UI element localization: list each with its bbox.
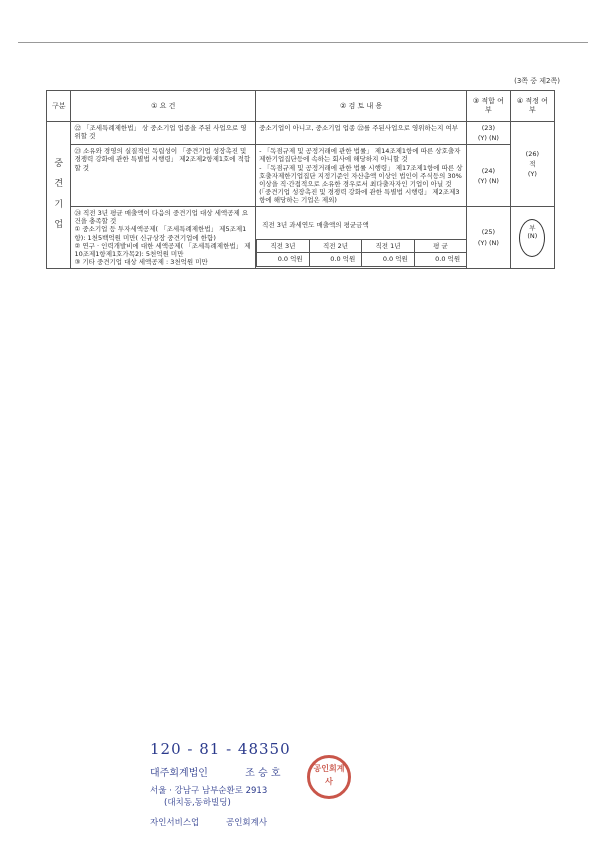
registration-number: 120 - 81 - 48350 [150,740,291,758]
requirement-line: ① 중소기업 등 투자세액공제( 「조세특례제한법」 제5조제1항): 1천5백억원 미만( 신규상장 중견기업에 한함) [74,225,247,242]
revenue-value: 0.0 억원 [414,253,466,266]
top-rule [18,42,588,43]
category-cell [47,122,71,269]
requirement-line: ㉔ 직전 3년 평균 매출액이 다음의 중견기업 대상 세액공제 요건을 충족할 것 [74,209,249,226]
header-requirement: ① 요 건 [71,91,256,122]
category-char: 중 [54,159,64,169]
revenue-value: 0.0 억원 [309,253,362,266]
requirement-line: ② 연구 · 인력개발비에 대한 세액공제( 「조세특례제한법」 제10조제1항제1호가목2): 5천억원 미만 [74,241,251,258]
ref-number: (25) [481,228,496,237]
business-type: 자인서비스업 [150,818,200,828]
business-line [150,816,370,828]
header-row [47,91,555,122]
revenue-value: 0.0 억원 [362,253,415,266]
category-char: 견 [54,179,64,190]
address-detail: (대치동,동하빌딩) [164,798,231,808]
review-text: 직전 3년 과세연도 매출액의 평균금액 [262,221,369,230]
revenue-header: 직전 1년 [362,240,415,253]
revenue-header-row [257,240,466,253]
fit-cell [467,207,511,269]
ref-number: (26) [525,149,539,158]
yn-choice: (Y) (N) [477,176,499,185]
ref-number: (24) [481,166,496,175]
revenue-header: 평 균 [414,240,466,253]
ref-number: (23) [481,124,496,132]
yn-choice: (Y) (N) [477,238,499,247]
review-item: - 「독점규제 및 공정거래에 관한 법률 시행령」 제17조제1항에 따른 상호출자제한기업집단 지정기준인 자산총액 이상인 법인이 주식등의 30% 이상을 직·간접적으로 소유한 경우로서 최다출자자인 기업이 아닐 것 (「중견기업 성장촉진 및 경쟁력 강화에 관한 특별법 시행령」 제2조제3항에 해당하는 기업은 제외) [259,163,463,204]
review-cell [256,145,467,207]
red-seal-icon [307,755,351,799]
fit-cell [467,145,511,207]
row-3 [47,207,555,269]
requirement-cell [71,207,256,269]
no-label: 부 [529,223,536,232]
review-cell: 중소기업이 아니고, 중소기업 업종 ㉒를 주된사업으로 영위하는지 여부 [256,122,467,145]
requirement-line: ③ 기타 중견기업 대상 세액공제 : 3천억원 미만 [74,257,208,266]
yn-choice: (Y) [527,170,537,179]
row-2 [47,145,555,207]
category-char: 업 [54,219,64,230]
revenue-value-row [257,253,466,266]
no-yn: (N) [527,231,538,240]
header-review: ② 검 토 내 용 [256,91,467,122]
review-cell [256,207,467,269]
seal-text: 공인회계사 [313,764,345,786]
page-info: (3쪽 중 제2쪽) [514,77,560,85]
review-item: - 「독점규제 및 공정거래에 관한 법률」 제14조제1항에 따른 상호출자제한기업집단등에 속하는 회사에 해당하지 아니할 것 [259,147,461,164]
revenue-header: 직전 3년 [257,240,310,253]
row-1 [47,122,555,145]
header-suitable: ④ 적정 여부 [510,91,554,122]
suitable-cell-no [510,207,554,269]
fit-cell [467,122,511,145]
requirement-cell: ㉓ 소유와 경영의 실질적인 독립성이 「중견기업 성장촉진 및 경쟁력 강화에 관한 특별법 시행령」 제2조제2항제1호에 적합할 것 [71,145,256,207]
requirement-cell: ㉒ 「조세특례제한법」 상 중소기업 업종을 주된 사업으로 영위할 것 [71,122,256,145]
no-circle [519,219,545,257]
revenue-table [256,239,466,266]
yn-choice: (Y) (N) [477,134,499,143]
representative-name: 조 승 호 [245,768,281,779]
revenue-value: 0.0 억원 [257,253,310,266]
header-fit: ③ 적합 여부 [467,91,511,122]
review-table [46,90,555,269]
revenue-header: 직전 2년 [309,240,362,253]
suitable-cell [510,122,554,207]
address: 서울 · 강남구 남부순환로 2913 [150,786,268,796]
suitable-value: 적 [529,160,536,168]
category-char: 기 [54,199,64,210]
business-role: 공인회계사 [225,818,268,828]
header-category: 구분 [47,91,71,122]
firm-name: 대주회계법인 [150,768,208,779]
